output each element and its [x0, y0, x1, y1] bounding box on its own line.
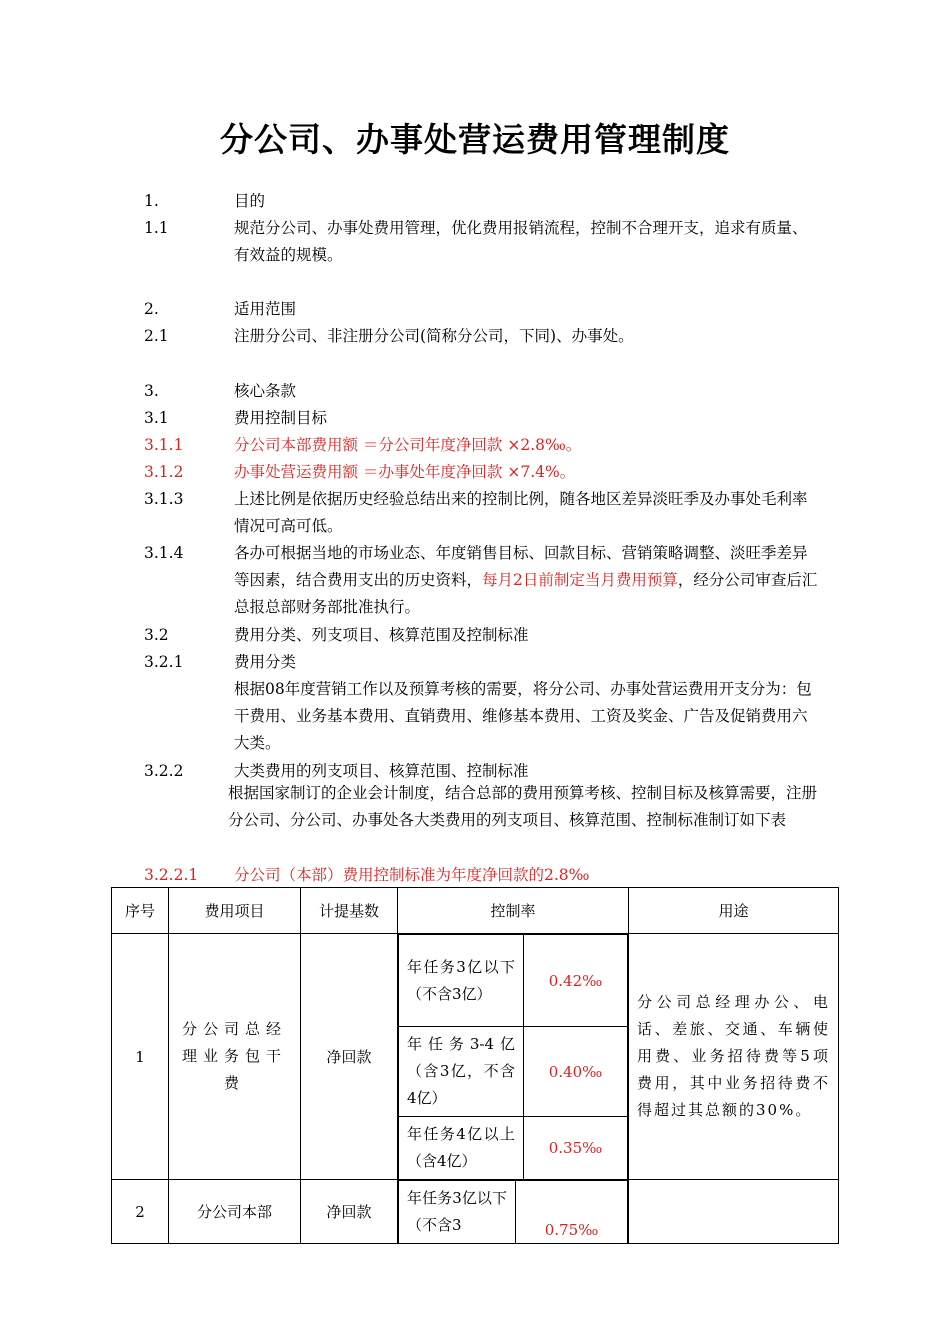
expense-control-table	[111, 887, 839, 1244]
clause-text: 规范分公司、办事处费用管理，优化费用报销流程，控制不合理开支，追求有质量、有效益的规模。	[234, 219, 808, 264]
rate-tier	[399, 1027, 628, 1117]
clause-text: 费用分类	[234, 653, 297, 671]
rate-tier-table	[398, 1180, 628, 1243]
row-item	[169, 934, 301, 1180]
clause-text: 费用控制目标	[234, 409, 328, 427]
clause-text	[234, 540, 818, 621]
rate-tier	[399, 1117, 628, 1180]
clause-number: 3.	[144, 382, 159, 400]
row-rate-tiers	[398, 1180, 629, 1244]
tier-rate: 0.42‰	[524, 935, 628, 1027]
clause-text: 注册分公司、非注册分公司(简称分公司，下同)、办事处。	[234, 327, 634, 345]
clause-number: 3.2.2	[144, 762, 184, 780]
header-seq: 序号	[112, 888, 169, 934]
clause-number: 3.1.4	[144, 544, 184, 562]
row-rate-tiers	[398, 934, 629, 1180]
header-base: 计提基数	[301, 888, 398, 934]
clause-text-highlight: 每月2日前制定当月费用预算	[482, 571, 678, 589]
table-caption-number: 3.2.2.1	[144, 866, 199, 884]
tier-condition: 年任务3亿以下（不含3亿）	[399, 935, 524, 1027]
document-title: 分公司、办事处营运费用管理制度	[220, 120, 730, 159]
clause-number: 3.1.3	[144, 490, 184, 508]
row-number: 2	[112, 1180, 169, 1244]
table-row	[112, 934, 839, 1180]
row-use	[629, 934, 839, 1180]
header-rate: 控制率	[398, 888, 629, 934]
row-use	[629, 1180, 839, 1244]
tier-rate: 0.40‰	[524, 1027, 628, 1117]
clause-text: 大类费用的列支项目、核算范围、控制标准	[234, 762, 529, 780]
clause-number: 3.2.1	[144, 653, 184, 671]
clause-number: 2.1	[144, 327, 169, 345]
row-item: 分公司本部	[169, 1180, 301, 1244]
clause-number: 2.	[144, 300, 159, 318]
tier-condition: 年任务3亿以下（不含3	[399, 1181, 516, 1244]
clause-text-part: ，经分公司审查后汇总报总部财务部批准执行。	[234, 571, 818, 616]
table-row	[112, 1180, 839, 1244]
table-header-row	[112, 888, 839, 934]
clause-text: 核心条款	[234, 382, 297, 400]
rate-tier-table	[398, 934, 628, 1179]
rate-tier	[399, 1181, 628, 1244]
row-number: 1	[112, 934, 169, 1180]
header-item: 费用项目	[169, 888, 301, 934]
clause-text: 目的	[234, 192, 266, 210]
tier-condition: 年任务4亿以上（含4亿）	[399, 1117, 524, 1180]
row-base: 净回款	[301, 934, 398, 1180]
row-base: 净回款	[301, 1180, 398, 1244]
clause-number: 3.2	[144, 626, 169, 644]
clause-text: 上述比例是依据历史经验总结出来的控制比例，随各地区差异淡旺季及办事处毛利率情况可高可低。	[234, 490, 808, 535]
clause-number: 1.	[144, 192, 159, 210]
row-use-text: 分公司总经理办公、电话、差旅、交通、车辆使用费、业务招待费等5项费用，其中业务招待费不得超过其总额的30%。	[637, 993, 830, 1119]
clause-number: 3.1.2	[144, 463, 184, 481]
clause-text: 分公司本部费用额 ＝分公司年度净回款 ×2.8‰。	[234, 436, 582, 454]
clause-text: 适用范围	[234, 300, 297, 318]
tier-rate: 0.75‰	[516, 1181, 628, 1244]
clause-number: 3.1	[144, 409, 169, 427]
clause-text-part: 各办可根据当地的市场业态、年度销售目标、回款目标、营销策略调整、淡旺季差异等因素，结合费用支出的历史资料，	[234, 544, 808, 589]
clause-number: 1.1	[144, 219, 169, 237]
tier-condition: 年任务3-4亿（含3亿，不含4亿）	[399, 1027, 524, 1117]
clause-number: 3.1.1	[144, 436, 184, 454]
table-caption-text: 分公司（本部）费用控制标准为年度净回款的2.8‰	[234, 866, 590, 884]
header-use: 用途	[629, 888, 839, 934]
clause-text: 费用分类、列支项目、核算范围及控制标准	[234, 626, 529, 644]
rate-tier	[399, 935, 628, 1027]
table-intro-paragraph: 根据国家制订的企业会计制度，结合总部的费用预算考核、控制目标及核算需要，注册分公司、分公司、办事处各大类费用的列支项目、核算范围、控制标准制订如下表	[228, 784, 818, 829]
row-item-text: 分公司总经理业务包干费	[181, 1020, 287, 1092]
clause-text: 办事处营运费用额 ＝办事处年度净回款 ×7.4%。	[234, 463, 576, 481]
tier-rate: 0.35‰	[524, 1117, 628, 1180]
clause-text: 根据08年度营销工作以及预算考核的需要，将分公司、办事处营运费用开支分为：包干费用、业务基本费用、直销费用、维修基本费用、工资及奖金、广告及促销费用六大类。	[234, 680, 812, 752]
